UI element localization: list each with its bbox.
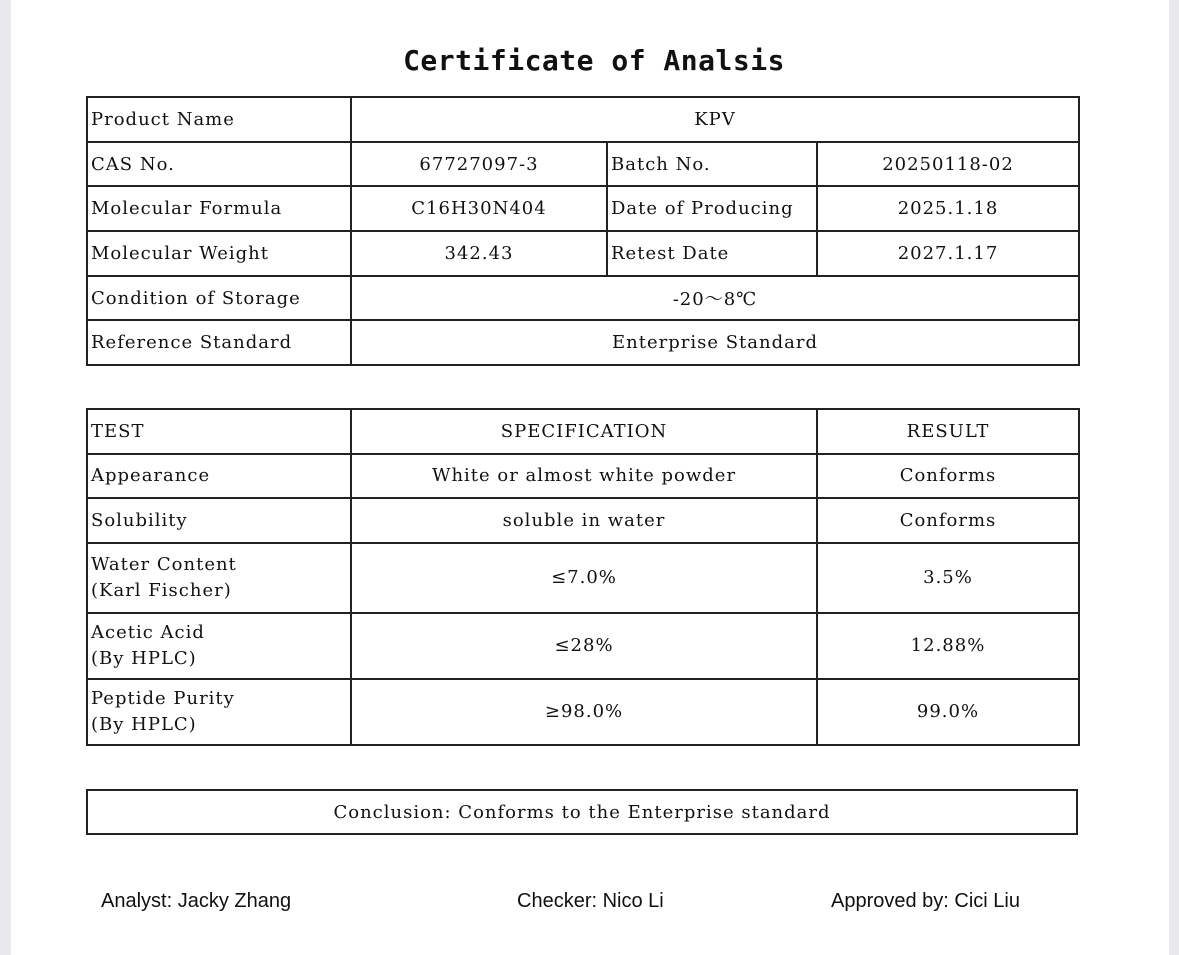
test-name (87, 543, 351, 613)
test-name-line: Water Content (91, 553, 237, 575)
date-producing-label: Date of Producing (607, 186, 817, 231)
test-specification: ≤28% (351, 613, 817, 679)
document-title: Certificate of Analsis (403, 44, 785, 77)
product-name-value: KPV (351, 97, 1079, 142)
test-result: 12.88% (817, 613, 1079, 679)
test-name-line: Peptide Purity (91, 687, 235, 709)
test-specification: White or almost white powder (351, 454, 817, 499)
formula-label: Molecular Formula (87, 186, 351, 231)
checker-signature: Checker: Nico Li (517, 890, 664, 912)
test-result: Conforms (817, 498, 1079, 543)
result-column-header: RESULT (817, 409, 1079, 454)
approved-signature: Approved by: Cici Liu (831, 890, 1020, 912)
table-row (87, 276, 1079, 321)
table-row (87, 679, 1079, 745)
conclusion-box (86, 789, 1078, 835)
formula-value: C16H30N404 (351, 186, 607, 231)
test-specification: ≥98.0% (351, 679, 817, 745)
test-result: 3.5% (817, 543, 1079, 613)
test-name (87, 679, 351, 745)
weight-value: 342.43 (351, 231, 607, 276)
table-row (87, 320, 1079, 365)
date-producing-value: 2025.1.18 (817, 186, 1079, 231)
table-row (87, 97, 1079, 142)
product-info-table (86, 96, 1080, 366)
table-row (87, 231, 1079, 276)
table-row (87, 142, 1079, 187)
cas-value: 67727097-3 (351, 142, 607, 187)
conclusion-text: Conclusion: Conforms to the Enterprise standard (87, 790, 1077, 834)
test-method-line: (By HPLC) (91, 647, 197, 669)
retest-value: 2027.1.17 (817, 231, 1079, 276)
product-name-label: Product Name (87, 97, 351, 142)
batch-label: Batch No. (607, 142, 817, 187)
weight-label: Molecular Weight (87, 231, 351, 276)
test-name: Solubility (87, 498, 351, 543)
storage-label: Condition of Storage (87, 276, 351, 321)
table-row (87, 613, 1079, 679)
test-result: Conforms (817, 454, 1079, 499)
table-row (87, 790, 1077, 834)
test-name: Appearance (87, 454, 351, 499)
analyst-signature: Analyst: Jacky Zhang (101, 890, 292, 912)
test-specification: soluble in water (351, 498, 817, 543)
test-result: 99.0% (817, 679, 1079, 745)
table-header-row (87, 409, 1079, 454)
retest-label: Retest Date (607, 231, 817, 276)
test-specification: ≤7.0% (351, 543, 817, 613)
test-name (87, 613, 351, 679)
cas-label: CAS No. (87, 142, 351, 187)
table-row (87, 454, 1079, 499)
reference-value: Enterprise Standard (351, 320, 1079, 365)
reference-label: Reference Standard (87, 320, 351, 365)
test-name-line: Acetic Acid (91, 621, 205, 643)
specification-column-header: SPECIFICATION (351, 409, 817, 454)
test-method-line: (By HPLC) (91, 713, 197, 735)
test-method-line: (Karl Fischer) (91, 579, 232, 601)
batch-value: 20250118-02 (817, 142, 1079, 187)
table-row (87, 543, 1079, 613)
table-row (87, 186, 1079, 231)
test-results-table (86, 408, 1080, 746)
table-row (87, 498, 1079, 543)
storage-value: -20～8℃ (351, 276, 1079, 321)
test-column-header: TEST (87, 409, 351, 454)
